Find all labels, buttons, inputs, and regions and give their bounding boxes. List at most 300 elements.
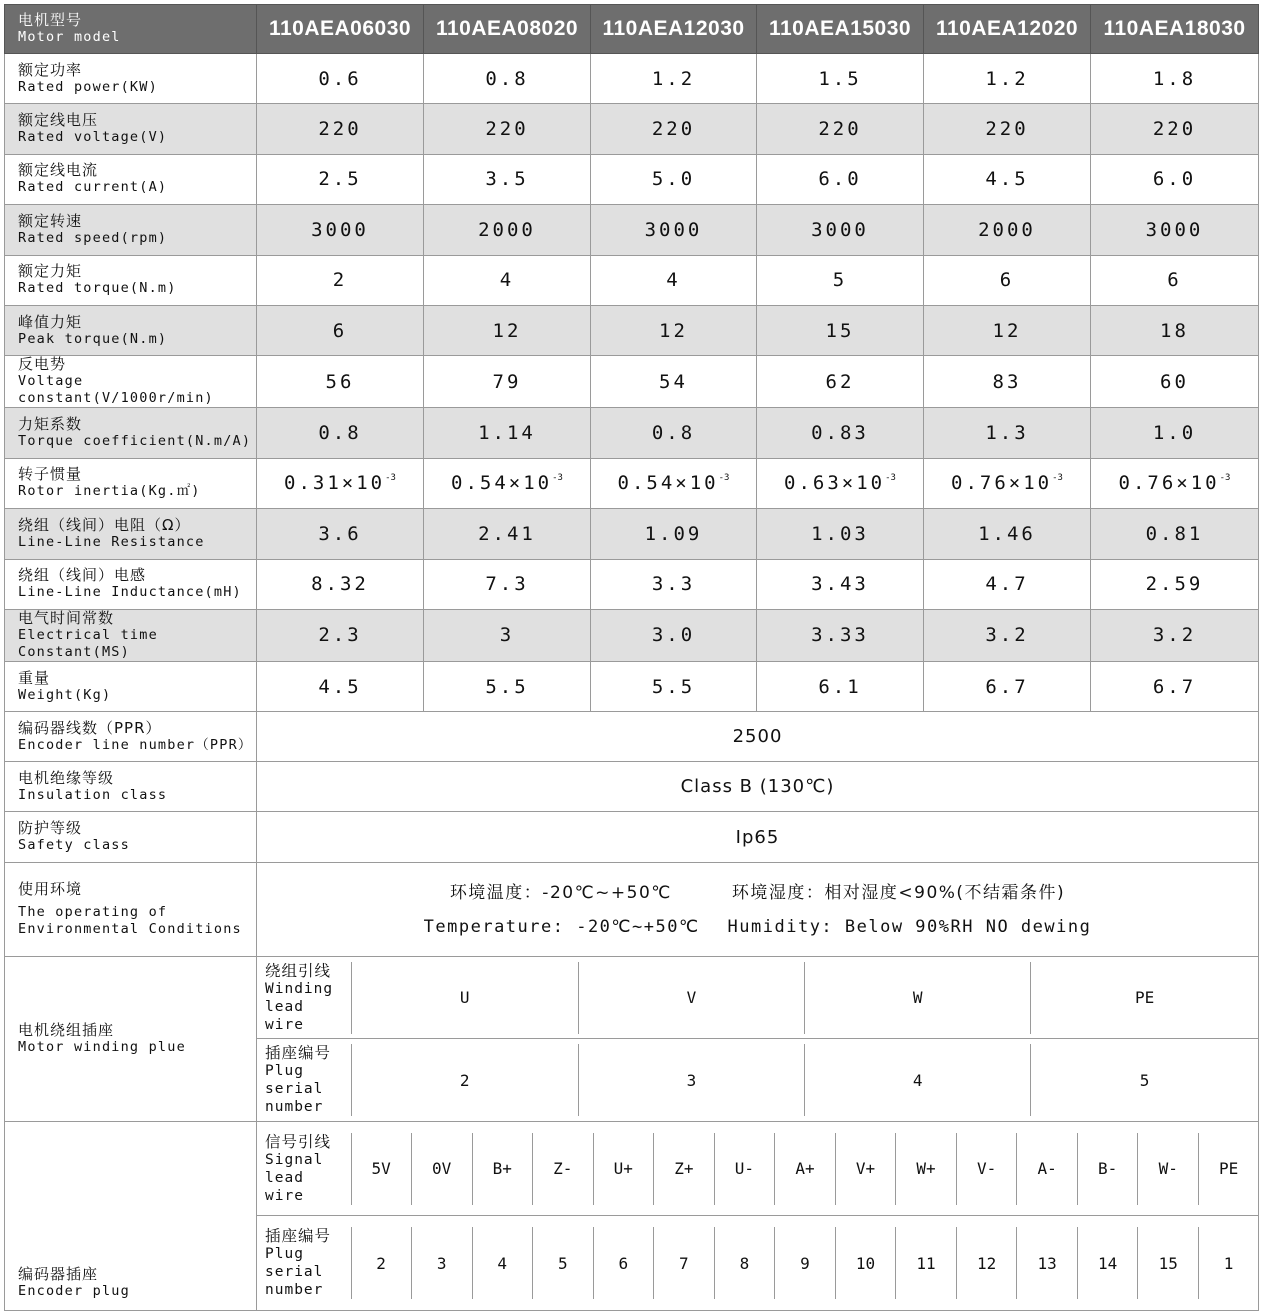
- spec-row: [5, 154, 1259, 204]
- spec-value-cell: [1091, 408, 1259, 458]
- encoder-lead-label-zh: 信号引线: [265, 1132, 332, 1151]
- spec-value: 1.46: [978, 522, 1036, 545]
- spec-value: 1.03: [811, 522, 869, 545]
- spec-value: 2000: [478, 218, 536, 241]
- spec-value-cell: [424, 509, 591, 559]
- spec-value: 0.76×10: [1118, 472, 1220, 495]
- spec-row: [5, 54, 1259, 104]
- spec-value-cell: [591, 154, 757, 204]
- model-cell: 110AEA06030: [257, 5, 424, 54]
- spec-value: 3.43: [811, 573, 869, 596]
- spec-value-cell: [424, 661, 591, 711]
- environment-line-zh: [257, 876, 1258, 910]
- winding-plug-label-en: Motor winding plue: [18, 1039, 186, 1056]
- environment-label: [5, 863, 257, 957]
- encoder-signal-cell: V-: [957, 1133, 1017, 1205]
- spec-row-label-en: Torque coefficient(N.m/A): [18, 433, 252, 450]
- spec-value-cell: [257, 559, 424, 609]
- spec-value-cell: [424, 205, 591, 255]
- spec-value: 12: [659, 319, 688, 342]
- spec-row-label-en: Rated power(KW): [18, 78, 158, 95]
- encoder-signal-cell: U-: [714, 1133, 774, 1205]
- encoder-numbers-table: [257, 1227, 1258, 1299]
- spec-value-cell: [924, 509, 1091, 559]
- spec-value-cell: [424, 408, 591, 458]
- spec-value-cell: [757, 104, 924, 154]
- encoder-serial-label-zh: 插座编号: [265, 1227, 332, 1246]
- encoder-number-cell: 8: [714, 1227, 774, 1299]
- spec-value: 7.3: [485, 573, 529, 596]
- spec-value-cell: [757, 458, 924, 508]
- humidity-en: Humidity: Below 90%RH NO dewing: [727, 916, 1092, 937]
- spec-value-cell: [924, 559, 1091, 609]
- spec-row-label-en: Voltage constant(V/1000r/min): [18, 373, 214, 407]
- spec-row: [5, 609, 1259, 661]
- spec-value-cell: [757, 154, 924, 204]
- encoder-lines-label: [5, 712, 257, 762]
- spec-row-label-zh: 额定线电压: [18, 111, 99, 130]
- spec-row-label-en: Rated voltage(V): [18, 129, 168, 146]
- spec-value-cell: [424, 305, 591, 355]
- encoder-plug-label-en: Encoder plug: [18, 1283, 130, 1300]
- spec-row-label: [5, 661, 257, 711]
- spec-value: 3000: [644, 218, 703, 241]
- spec-value: 2.3: [318, 624, 362, 647]
- spec-value-cell: [757, 255, 924, 305]
- insulation-label-en: Insulation class: [18, 786, 168, 803]
- spec-value-cell: [1091, 104, 1259, 154]
- spec-value: 2.59: [1145, 573, 1204, 596]
- spec-value-cell: [1091, 356, 1259, 408]
- model-cell: 110AEA12020: [924, 5, 1091, 54]
- safety-label: [5, 812, 257, 863]
- spec-value-cell: [257, 255, 424, 305]
- encoder-lead-label-en1: Signal lead: [265, 1151, 324, 1186]
- spec-value-cell: [591, 509, 757, 559]
- spec-value-cell: [924, 255, 1091, 305]
- winding-leads-table: [257, 962, 1258, 1034]
- spec-row: [5, 205, 1259, 255]
- spec-row-label-zh: 额定力矩: [18, 262, 83, 281]
- spec-value-cell: [757, 356, 924, 408]
- encoder-number-cell: 14: [1078, 1227, 1138, 1299]
- spec-row: [5, 305, 1259, 355]
- spec-value-cell: [424, 154, 591, 204]
- spec-value-cell: [924, 205, 1091, 255]
- spec-value: 0.31×10: [284, 472, 386, 495]
- spec-value: 6: [332, 319, 348, 342]
- encoder-number-cell: 5: [532, 1227, 593, 1299]
- safety-label-en: Safety class: [18, 837, 130, 854]
- spec-value: 3: [499, 624, 515, 647]
- spec-row-label-zh: 额定线电流: [18, 161, 99, 180]
- environment-value: [257, 863, 1259, 957]
- spec-value-cell: [924, 408, 1091, 458]
- encoder-number-cell: 11: [896, 1227, 957, 1299]
- spec-value-cell: [1091, 509, 1259, 559]
- encoder-signal-cell: 5V: [351, 1133, 411, 1205]
- spec-value: 6: [999, 269, 1015, 292]
- winding-serial-label: [257, 1044, 351, 1116]
- header-label: [5, 5, 257, 54]
- spec-row: [5, 255, 1259, 305]
- spec-row-label-zh: 额定功率: [18, 60, 83, 79]
- spec-value: 6: [1167, 269, 1182, 292]
- spec-value: 56: [325, 370, 355, 393]
- spec-value-cell: [424, 559, 591, 609]
- spec-row-label-en: Rated torque(N.m): [18, 280, 177, 297]
- encoder-signal-cell: B+: [472, 1133, 532, 1205]
- model-cell: 110AEA08020: [424, 5, 591, 54]
- encoder-signal-cell: U+: [593, 1133, 653, 1205]
- spec-value-cell: [1091, 205, 1259, 255]
- safety-value: Ip65: [257, 812, 1259, 863]
- winding-plug-label-zh: 电机绕组插座: [18, 1021, 115, 1040]
- encoder-signal-cell: B-: [1078, 1133, 1138, 1205]
- spec-value: 1.09: [644, 522, 703, 545]
- spec-value: 4: [499, 269, 515, 292]
- spec-value: 1.2: [985, 67, 1029, 90]
- spec-value-cell: [424, 255, 591, 305]
- spec-value: 3.5: [485, 168, 529, 191]
- spec-value: 0.8: [651, 422, 696, 445]
- model-cell: 110AEA15030: [757, 5, 924, 54]
- environment-label-en1: The operating of: [18, 904, 168, 921]
- spec-value: 3.0: [651, 624, 696, 647]
- spec-row-label-zh: 峰值力矩: [18, 312, 83, 331]
- spec-value-exponent: -3: [385, 473, 396, 484]
- spec-row-label-zh: 绕组（线间）电感: [18, 566, 147, 585]
- encoder-number-cell: 13: [1017, 1227, 1078, 1299]
- spec-value-exponent: -3: [718, 473, 730, 484]
- encoder-plug-label: [5, 1122, 257, 1311]
- spec-value: 3000: [1145, 218, 1204, 241]
- encoder-signal-cell: W+: [896, 1133, 957, 1205]
- spec-row-label: [5, 104, 257, 154]
- spec-value: 0.54×10: [617, 472, 719, 495]
- header-label-en: Motor model: [18, 29, 121, 45]
- spec-value-cell: [924, 458, 1091, 508]
- spec-value: 0.54×10: [451, 472, 553, 495]
- spec-value-cell: [257, 104, 424, 154]
- spec-value: 5.5: [485, 675, 529, 698]
- spec-value: 0.76×10: [951, 472, 1053, 495]
- spec-value-cell: [1091, 458, 1259, 508]
- spec-value-cell: [757, 609, 924, 661]
- spec-row-label: [5, 559, 257, 609]
- spec-value: 220: [651, 118, 696, 141]
- encoder-lead-label-en2: wire: [265, 1187, 304, 1204]
- encoder-serial-label-en2: number: [265, 1282, 324, 1299]
- environment-label-zh: 使用环境: [18, 880, 83, 899]
- spec-value: 0.83: [811, 422, 869, 445]
- spec-value-cell: [1091, 54, 1259, 104]
- spec-value: 6.0: [1152, 168, 1197, 191]
- insulation-label: [5, 762, 257, 812]
- spec-value: 1.2: [651, 67, 696, 90]
- spec-value-cell: [424, 609, 591, 661]
- spec-value: 54: [659, 370, 688, 393]
- winding-lead-label-zh: 绕组引线: [265, 961, 332, 980]
- spec-value-cell: [591, 661, 757, 711]
- spec-value-cell: [424, 54, 591, 104]
- winding-numbers-table: [257, 1044, 1258, 1116]
- spec-value-exponent: -3: [1052, 473, 1063, 484]
- spec-value: 6.7: [985, 675, 1029, 698]
- spec-value: 4.5: [985, 168, 1029, 191]
- spec-value-cell: [424, 104, 591, 154]
- spec-value-cell: [257, 408, 424, 458]
- spec-row: [5, 408, 1259, 458]
- spec-value: 220: [318, 118, 362, 141]
- spec-row-label: [5, 356, 257, 408]
- spec-row-label: [5, 305, 257, 355]
- winding-number-cell: 4: [805, 1044, 1031, 1116]
- encoder-signal-cell: Z-: [532, 1133, 593, 1205]
- spec-value-cell: [924, 54, 1091, 104]
- encoder-lead-label: [257, 1133, 351, 1205]
- spec-value: 6.0: [818, 168, 862, 191]
- encoder-number-cell: 3: [411, 1227, 472, 1299]
- humidity-zh: 环境湿度：相对湿度<90%(不结霜条件): [731, 882, 1066, 903]
- encoder-number-cell: 9: [774, 1227, 835, 1299]
- spec-value-cell: [257, 509, 424, 559]
- spec-value: 3.33: [811, 624, 869, 647]
- spec-value: 220: [485, 118, 529, 141]
- spec-value: 0.8: [318, 422, 362, 445]
- encoder-number-cell: 10: [835, 1227, 895, 1299]
- encoder-lines-value: 2500: [257, 712, 1259, 762]
- spec-row: [5, 509, 1259, 559]
- encoder-serial-label: [257, 1227, 351, 1299]
- spec-value: 2.5: [318, 168, 362, 191]
- spec-value: 2000: [978, 218, 1036, 241]
- spec-value-cell: [924, 104, 1091, 154]
- spec-row-label: [5, 205, 257, 255]
- spec-row-label-en: Electrical time Constant(MS): [18, 626, 158, 660]
- encoder-signals-table: [257, 1133, 1258, 1205]
- encoder-number-cell: 1: [1199, 1227, 1258, 1299]
- spec-value: 3000: [811, 218, 869, 241]
- spec-sheet: [4, 4, 1258, 1311]
- spec-value: 3.2: [985, 624, 1029, 647]
- spec-value-cell: [591, 458, 757, 508]
- spec-value-cell: [257, 154, 424, 204]
- encoder-number-cell: 4: [472, 1227, 532, 1299]
- spec-value-cell: [757, 54, 924, 104]
- spec-value-cell: [257, 205, 424, 255]
- spec-row-label-en: Rated speed(rpm): [18, 229, 168, 246]
- spec-row: [5, 104, 1259, 154]
- spec-value-cell: [257, 356, 424, 408]
- spec-value: 1.8: [1152, 67, 1197, 90]
- encoder-number-cell: 15: [1138, 1227, 1199, 1299]
- temperature-zh: 环境温度：-20℃~+50℃: [449, 882, 672, 903]
- spec-value: 0.6: [318, 67, 362, 90]
- spec-value: 0.81: [1145, 522, 1204, 545]
- spec-value-cell: [757, 559, 924, 609]
- encoder-serial-label-en1: Plug serial: [265, 1246, 324, 1281]
- header-row: [5, 5, 1259, 54]
- environment-label-en2: Environmental Conditions: [18, 921, 242, 938]
- spec-value: 12: [992, 319, 1022, 342]
- spec-row-label: [5, 458, 257, 508]
- spec-row-label: [5, 255, 257, 305]
- spec-row: [5, 661, 1259, 711]
- winding-number-cell: 2: [351, 1044, 578, 1116]
- spec-row: [5, 356, 1259, 408]
- encoder-plug-label-zh: 编码器插座: [18, 1265, 99, 1284]
- spec-value: 62: [825, 370, 855, 393]
- encoder-signal-cell: A+: [774, 1133, 835, 1205]
- spec-value: 220: [1152, 118, 1197, 141]
- spec-value: 1.3: [985, 422, 1029, 445]
- spec-value-cell: [757, 305, 924, 355]
- insulation-row: [5, 762, 1259, 812]
- spec-value-cell: [924, 609, 1091, 661]
- winding-lead-cell: PE: [1031, 962, 1258, 1034]
- encoder-number-cell: 12: [957, 1227, 1017, 1299]
- spec-value: 18: [1160, 319, 1189, 342]
- encoder-signal-cell: Z+: [653, 1133, 714, 1205]
- winding-serial-label-en1: Plug serial: [265, 1063, 324, 1098]
- spec-value-cell: [591, 255, 757, 305]
- spec-value: 4: [666, 269, 681, 292]
- spec-value: 4.5: [318, 675, 362, 698]
- spec-row: [5, 559, 1259, 609]
- safety-row: [5, 812, 1259, 863]
- spec-row-label-zh: 电气时间常数: [18, 608, 115, 627]
- spec-row-label: [5, 54, 257, 104]
- spec-value: 5.0: [651, 168, 696, 191]
- spec-row-label-en: Rotor inertia(Kg.㎡): [18, 483, 201, 500]
- winding-plug-row-leads: [5, 957, 1259, 1039]
- winding-lead-label-en2: lead wire: [265, 998, 304, 1033]
- spec-row-label-en: Rated current(A): [18, 179, 168, 196]
- spec-value-cell: [924, 305, 1091, 355]
- spec-value: 220: [818, 118, 862, 141]
- spec-value-cell: [757, 408, 924, 458]
- spec-value: 3000: [311, 218, 369, 241]
- winding-number-cell: 5: [1031, 1044, 1258, 1116]
- spec-value: 0.63×10: [784, 472, 886, 495]
- encoder-number-cell: 2: [351, 1227, 411, 1299]
- spec-row: [5, 458, 1259, 508]
- winding-leads-cell: [257, 957, 1259, 1039]
- winding-number-cell: 3: [578, 1044, 804, 1116]
- winding-numbers-cell: [257, 1039, 1259, 1122]
- spec-row-label-zh: 重量: [18, 668, 51, 687]
- spec-value: 15: [825, 319, 855, 342]
- encoder-lines-row: [5, 712, 1259, 762]
- winding-lead-label: [257, 962, 351, 1034]
- spec-value-cell: [1091, 255, 1259, 305]
- spec-value-exponent: -3: [1219, 473, 1231, 484]
- spec-value-cell: [591, 609, 757, 661]
- spec-value: 3.2: [1152, 624, 1197, 647]
- encoder-signal-cell: W-: [1138, 1133, 1199, 1205]
- encoder-signal-cell: A-: [1017, 1133, 1078, 1205]
- spec-value-cell: [591, 408, 757, 458]
- winding-serial-label-zh: 插座编号: [265, 1044, 332, 1063]
- spec-value: 79: [492, 370, 522, 393]
- model-cell: 110AEA18030: [1091, 5, 1259, 54]
- spec-value-cell: [591, 205, 757, 255]
- spec-row-label: [5, 408, 257, 458]
- spec-value-cell: [1091, 559, 1259, 609]
- encoder-lines-label-en: Encoder line number（PPR）: [18, 736, 253, 753]
- insulation-label-zh: 电机绝缘等级: [18, 768, 115, 787]
- winding-lead-cell: U: [351, 962, 578, 1034]
- spec-value-cell: [1091, 661, 1259, 711]
- spec-value-cell: [591, 559, 757, 609]
- spec-value: 83: [992, 370, 1022, 393]
- encoder-number-cell: 6: [593, 1227, 653, 1299]
- header-label-zh: 电机型号: [18, 11, 83, 29]
- spec-row-label-zh: 绕组（线间）电阻（Ω）: [18, 515, 191, 534]
- spec-value-cell: [1091, 154, 1259, 204]
- spec-value-cell: [424, 458, 591, 508]
- spec-value-cell: [924, 661, 1091, 711]
- spec-value: 8.32: [311, 573, 369, 596]
- spec-value: 6.1: [818, 675, 862, 698]
- winding-lead-cell: V: [578, 962, 804, 1034]
- spec-table: [4, 4, 1259, 1311]
- insulation-value: Class B (130℃): [257, 762, 1259, 812]
- spec-value: 1.14: [478, 422, 536, 445]
- spec-value: 2: [332, 269, 348, 292]
- encoder-number-cell: 7: [653, 1227, 714, 1299]
- spec-row-label-zh: 转子惯量: [18, 465, 83, 484]
- spec-row-label-zh: 反电势: [18, 355, 67, 374]
- spec-value: 5: [832, 269, 848, 292]
- spec-value: 1.5: [818, 67, 862, 90]
- encoder-signal-cell: PE: [1199, 1133, 1258, 1205]
- spec-value: 12: [492, 319, 522, 342]
- spec-value: 5.5: [651, 675, 696, 698]
- spec-value: 60: [1160, 370, 1189, 393]
- spec-value: 220: [985, 118, 1029, 141]
- temperature-en: Temperature: -20℃~+50℃: [423, 916, 700, 937]
- spec-row-label-zh: 额定转速: [18, 211, 83, 230]
- spec-value-cell: [591, 305, 757, 355]
- spec-value-cell: [257, 661, 424, 711]
- spec-value-cell: [591, 54, 757, 104]
- encoder-signal-cell: 0V: [411, 1133, 472, 1205]
- spec-value: 3.6: [318, 522, 362, 545]
- spec-value-cell: [924, 356, 1091, 408]
- encoder-signals-cell: [257, 1122, 1259, 1216]
- spec-value-cell: [757, 661, 924, 711]
- spec-row-label-en: Weight(Kg): [18, 686, 112, 703]
- winding-plug-label: [5, 957, 257, 1122]
- winding-lead-label-en1: Winding: [265, 980, 334, 997]
- spec-row-label-en: Peak torque(N.m): [18, 330, 168, 347]
- spec-row-label: [5, 609, 257, 661]
- spec-value-cell: [757, 205, 924, 255]
- safety-label-zh: 防护等级: [18, 819, 83, 838]
- encoder-signal-cell: V+: [835, 1133, 895, 1205]
- spec-value-cell: [757, 509, 924, 559]
- environment-row: [5, 863, 1259, 957]
- spec-value-cell: [257, 609, 424, 661]
- spec-value: 4.7: [985, 573, 1029, 596]
- spec-value: 0.8: [485, 67, 529, 90]
- spec-value-cell: [591, 104, 757, 154]
- spec-value-cell: [591, 356, 757, 408]
- spec-value-cell: [257, 458, 424, 508]
- encoder-lines-label-zh: 编码器线数（PPR）: [18, 718, 162, 737]
